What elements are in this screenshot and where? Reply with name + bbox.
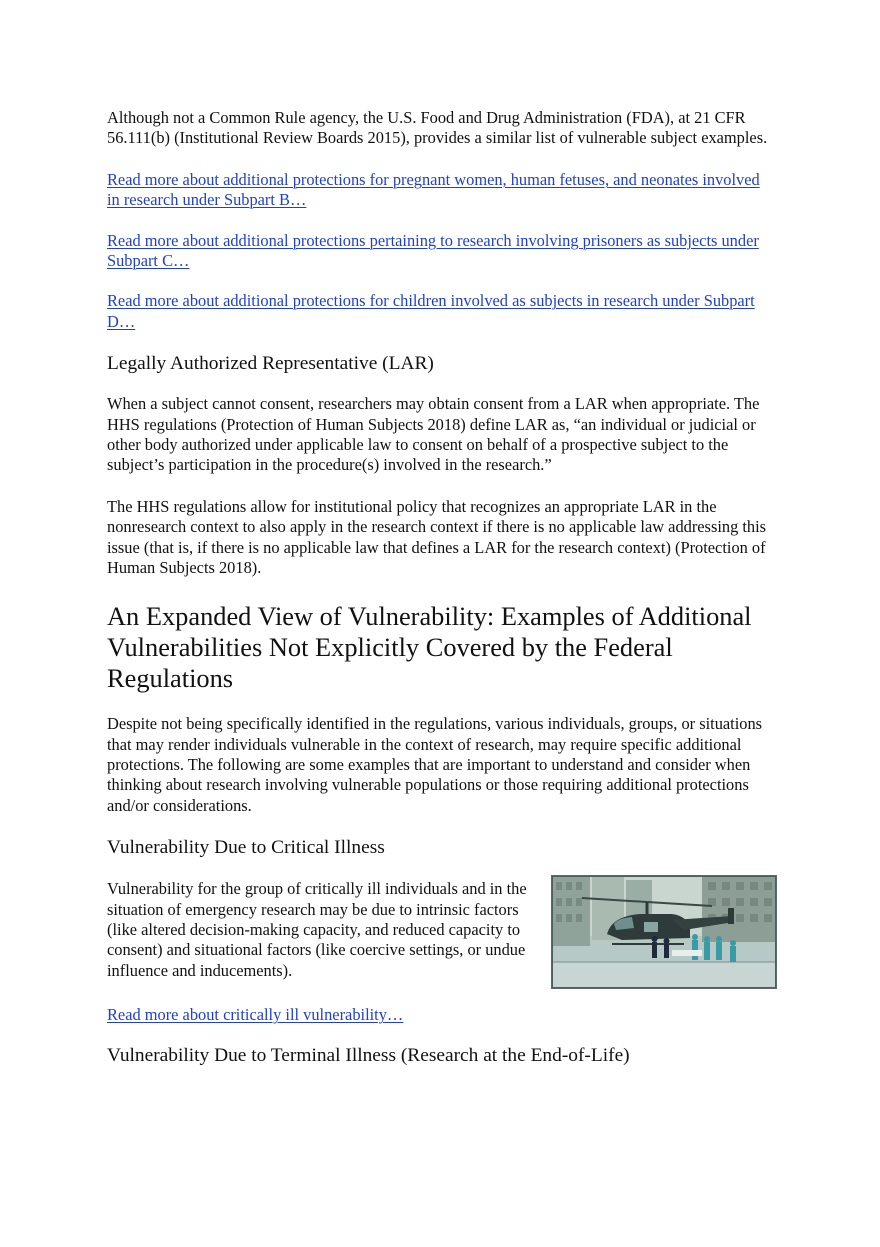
helicopter-image-illustration [552, 876, 776, 988]
expanded-view-paragraph: Despite not being specifically identified in the regulations, various individuals, groups, or situations that may render individuals vulnerable in the context of research, may require specific additional protections. The following are some examples that are important to understand and consider when thinking about research involving vulnerable populations or those requiring additional protections and/or considerations. [107, 714, 763, 815]
lar-paragraph-1: When a subject cannot consent, researchers may obtain consent from a LAR when appropriate. The HHS regulations (Protection of Human Subjects 2018) define LAR as, “an individual or judicial or other body authorized under applicable law to consent on behalf of a prospective subject to the subject’s participation in the procedure(s) involved in the research.” [107, 394, 760, 475]
expanded-view-heading: An Expanded View of Vulnerability: Examples of Additional Vulnerabilities Not Explicitly Covered by the Federal Regulations [107, 600, 752, 693]
critical-illness-paragraph: Vulnerability for the group of critically ill individuals and in the situation of emergency research may be due to intrinsic factors (like altered decision-making capacity, and reduced capacity to consent) and situational factors (like coercive settings, or undue influence and inducements). [107, 879, 527, 980]
terminal-illness-heading: Vulnerability Due to Terminal Illness (Research at the End-of-Life) [107, 1044, 630, 1066]
critically-ill-link[interactable]: Read more about critically ill vulnerability… [107, 1005, 404, 1025]
medical-helicopter-photo [551, 875, 777, 989]
subpart-b-link[interactable]: Read more about additional protections for pregnant women, human fetuses, and neonates involved in research under Subpart B… [107, 169, 760, 210]
subpart-d-link[interactable]: Read more about additional protections for children involved as subjects in research under Subpart D… [107, 291, 755, 331]
critical-illness-heading: Vulnerability Due to Critical Illness [107, 837, 385, 859]
subpart-c-link[interactable]: Read more about additional protections pertaining to research involving prisoners as subjects under Subpart C… [107, 230, 759, 271]
critical-illness-section [107, 879, 775, 993]
intro-paragraph: Although not a Common Rule agency, the U.S. Food and Drug Administration (FDA), at 21 CFR 56.111(b) (Institutional Review Boards 2015), provides a similar list of vulnerable subject examples. [107, 108, 768, 148]
lar-paragraph-2: The HHS regulations allow for institutional policy that recognizes an appropriate LAR in the nonresearch context to also apply in the research context if there is no applicable law addressing this issue (that is, if there is no applicable law that defines a LAR for the research context) (Protection of Human Subjects 2018). [107, 496, 767, 578]
page-content [107, 108, 775, 1086]
lar-heading: Legally Authorized Representative (LAR) [107, 353, 434, 375]
